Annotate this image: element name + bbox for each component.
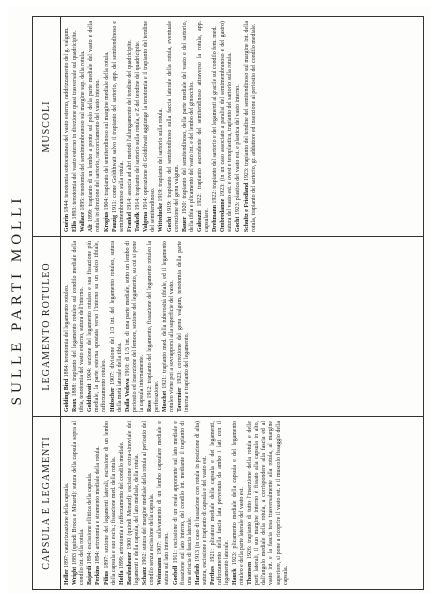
entry-text: 1907: sollevamento di un lembo capsulare mediale e sutura sul lato interno. <box>157 421 171 585</box>
entry-text: 1895: tenotomia del semimembranoso sul margine sup. della rotula. <box>80 50 87 211</box>
page-title: SULLE PARTI MOLLI <box>9 194 25 406</box>
table-entry <box>210 421 231 585</box>
entry-author: Perkins <box>95 565 102 585</box>
entry-text: 1904: trapianto del semitendinoso sul margine mediale della rotula. <box>103 51 110 211</box>
entry-text: 1923: (in un caso associato a paralisi del semimembranoso e del gastro) sutura del vasto est. e ovest e tenoplastica, trapianto del sartorio sulla rotula. <box>220 21 234 232</box>
table-entry <box>95 421 102 585</box>
entry-text: 1923: plicamento mediale della capsula e del legamento rotuleo e della parte laterale del vasto est. <box>232 421 246 585</box>
table-entry <box>247 421 289 585</box>
entry-author: Wright <box>72 566 79 585</box>
table-entry <box>104 21 111 232</box>
table-entry <box>127 21 134 232</box>
entry-author: Golding Bird <box>64 378 70 412</box>
column-muscoli <box>33 17 423 237</box>
entry-text: 1899: trapianto di un lembo a ponte sul polo della parte mediale del vasto e della rotula in direzione del sartorio, raccorciamento del vasto interno. <box>88 21 102 232</box>
entry-text: 1900 (quindi Menard): escissione extra-sinoviale dei legamenti e della capsula, del lato mediale, della rotula. <box>126 421 140 585</box>
entry-text: 1926: trapianto di tutto l'inserzione della rotula e delle parti laterali, il suo margine interno è fissato alla capsula in alto, dall'angolo mediale della rotula, a corrispondere alla fascia ed al vasto int. e la fascia tesa trasversalmente alla rotula, al margine superiore, si pone a ricoprire il vasto est. e il muscolo fissaggio della capsula. <box>247 421 289 585</box>
table-entry <box>64 241 71 412</box>
entry-author: Goldthwait <box>87 383 94 412</box>
entry-author: Hoffa <box>118 570 125 585</box>
table-entry <box>80 21 87 232</box>
table-entry <box>87 421 94 585</box>
entry-author: Krogius <box>103 211 110 232</box>
entry-author: Valgena <box>143 211 150 232</box>
table-entry <box>104 421 118 585</box>
entry-text: 1912: trapianto del legamento, fissazione del legamento rotuleo la perforazione. <box>146 241 161 412</box>
entry-text: 1919: trapianto del sartorio sulla rotula. <box>158 108 165 202</box>
column-body <box>61 237 196 416</box>
entry-text: 1844: tenotomia sottocutanea del vasto esterno, raddrizzamento del g. valgum. <box>64 27 70 213</box>
table-entry <box>142 421 156 585</box>
entry-text: 1883 (quindi Broca e Minard): sutura della capsula sopra al condilo int. della rotula. <box>72 421 86 585</box>
entry-text: 1911: come Goldthwait salvo il trapianto del sartorio, app. del semitendinoso e semimembranoso sulla rotula. <box>111 21 125 232</box>
entry-text: 1910: di 1/3 int. di una parte mediale, sotto un lembo di periostio ed inserzione del femore, sezione del legamento, su cui si pone la capsula internamente. <box>124 240 145 412</box>
table-entry <box>212 21 219 232</box>
entry-author: Ellis <box>72 220 79 232</box>
entry-text: 1894: escissione ellittica della capsula. <box>87 472 94 565</box>
column-header: LEGAMENTO ROTULEO <box>33 237 61 416</box>
entry-author: Schanz <box>142 566 149 585</box>
entry-author: Wallace <box>80 212 87 232</box>
entry-author: Pauzig <box>111 214 118 232</box>
entry-text: 1914: associa ad altri metodi l'allungamento del tendine del quadricipite. <box>126 39 133 211</box>
entry-author: Teukelk <box>135 211 142 232</box>
table-entry <box>143 21 157 232</box>
entry-author: Heller <box>64 569 70 585</box>
column-body <box>61 417 294 589</box>
entry-text: 1921: trapianto med. della tuberosità tibiale, ed il legamento rotuleo viene poi a sovrapporsi alla superficie del vasto. <box>162 241 176 412</box>
entry-author: Guérin <box>64 214 70 232</box>
table-entry <box>72 21 79 232</box>
table-entry <box>135 21 142 232</box>
column-body <box>61 17 262 236</box>
entry-text: 1922: trapianto ascendente del semitendinoso attraverso la rotula, app. capsulare. <box>196 21 210 232</box>
entry-author: Drehmann <box>212 204 219 232</box>
entry-author: Weinmann <box>157 557 164 585</box>
entry-author: Thomsen <box>247 561 254 585</box>
table-entry <box>88 21 102 232</box>
table-entry <box>119 421 126 585</box>
entry-author: Galeazzi <box>196 210 203 232</box>
entry-text: 1904: sezione del legamento rotuleo e sua fissazione più mediale, la parte esterna spostata verso l'interno su un solco tibiale, rafforzamento rotuleo. <box>87 241 108 412</box>
table-entry <box>110 241 124 412</box>
entry-text: 1897: cauterizzazione della capsula. <box>64 482 70 568</box>
entry-text: 1921: plicatura mediale della capsula e dei legamenti, rafforzamento della fascia lata pervenuta da ambo i lati con il legamento laterale. <box>209 421 231 585</box>
table-entry <box>147 241 161 412</box>
entry-text: 1893: tenotomia del vasto esterno in direzione quasi trasversale sul quadricipite. <box>72 30 79 220</box>
entry-author: Gocht <box>166 216 173 232</box>
table-entry <box>112 21 126 232</box>
table-entry <box>72 241 86 412</box>
table-entry <box>195 421 209 585</box>
entry-author: Roux <box>72 398 79 412</box>
table-entry <box>220 21 234 232</box>
entry-author: Hartleib <box>194 563 201 585</box>
table-entry <box>64 21 71 232</box>
procedures-table <box>32 16 424 590</box>
column-header: MUSCOLI <box>33 17 61 236</box>
rotated-content <box>8 6 431 594</box>
table-entry <box>182 21 196 232</box>
table-entry <box>162 241 176 412</box>
table-entry <box>72 421 86 585</box>
entry-text: 1914: trapianto del sartorio sulla rotula, e Z del tendine del quadricipite. <box>135 40 142 211</box>
entry-author: Moschet <box>162 390 169 412</box>
entry-author: Schultz e Friedland <box>243 182 250 232</box>
entry-text: 1884: tenotomia del legamento rotuleo. <box>64 284 70 378</box>
entry-author: Tavernier <box>177 387 184 412</box>
entry-text: 1923: correzione del genu valgum, tenotomia della parte interna e trapianto del legamento. <box>177 241 191 412</box>
entry-author: Perthes <box>209 566 216 585</box>
entry-text: 1913 (in caso di lussazione con rotula in posizione di alta) sutura, escissione e trapianto di capsula e del vasto est. <box>194 421 208 585</box>
entry-author: Alt <box>88 224 95 232</box>
entry-text: 1894: artrotomia e stramento mediale della rotula. <box>95 446 102 565</box>
entry-text: 1897: sezione dei legamenti laterali, escissione di un lembo della capsula e suo escis.; fissazione med. della rotula. <box>103 421 117 585</box>
entry-text: 1888: trapianto del legamento rotuleo sul condilo mediale della tibia, tenotomia del vasto esterno, sutura dell'interno. <box>72 241 86 412</box>
entry-author: Gocht <box>235 216 242 232</box>
entry-author: Ross <box>146 400 153 412</box>
entry-text: 1907: divisione del 1/3 int. del legamento rotuleo, sutura della metà laterale della tibia. <box>109 241 123 412</box>
entry-text: 1920: trapianto del semitendinoso, della parte mediale del vasto e del sartorio, della tibia e plicamento del vasto int. e del lembo del ginocchio. <box>181 21 195 232</box>
table-entry <box>173 421 194 585</box>
column-legamento <box>33 237 423 417</box>
entry-author: Dalla Vedova <box>124 378 131 412</box>
column-capsula <box>33 417 423 589</box>
entry-author: Pilius <box>103 570 110 585</box>
entry-text: 1923: trapianto del tendine del semitendinoso sul margine int. della rotula, trapianto del sartorio, gr. adduttore ed inserzione al periostio del condilo mediale. <box>243 20 257 232</box>
entry-author: Bardenheuer <box>126 551 133 585</box>
entry-author: Bauer <box>181 216 188 232</box>
entry-author: Hauck <box>232 568 239 585</box>
entry-author: Goebell <box>172 565 179 585</box>
table-entry <box>127 421 141 585</box>
table-entry <box>125 241 146 412</box>
entry-author: Hübscher <box>109 387 116 412</box>
entry-text: 1911: escissione di un ovale apponente sul lato mediale e fissazione sul lato interno, del condilo int. mediante il trapianto di una striscia di fascia laterale. <box>172 421 193 585</box>
entry-text: 1902: sutura del margine mediale della rotula al periostio del condilo senza escissione della capsula. <box>142 421 156 585</box>
table-entry <box>158 21 165 232</box>
table-entry <box>167 21 181 232</box>
table-entry <box>157 421 171 585</box>
entry-text: 1919: trapianto del semitendinoso sulla faccia laterale della rotula, eventuale correzione del genu valgum. <box>166 21 180 232</box>
table-entry <box>232 421 246 585</box>
table-entry <box>197 21 211 232</box>
entry-text: 1914: operazione di Goldthwait aggiunge la tenotomia e il trapianto del tendine del semitendinoso. <box>143 21 157 232</box>
table-entry <box>177 241 191 412</box>
table-entry <box>244 21 258 232</box>
table-entry <box>235 21 242 232</box>
table-entry <box>87 241 108 412</box>
entry-author: Witteducke <box>158 202 165 232</box>
entry-author: Ombredanne <box>220 198 227 232</box>
scanned-page <box>8 6 431 594</box>
entry-author: Frankel <box>126 212 133 232</box>
entry-text: 1899: artrotomia e rafforzamento del condilo mediale. <box>118 441 125 570</box>
entry-author: Bajardi <box>87 565 94 585</box>
table-entry <box>64 421 71 585</box>
column-header: CAPSULA E LEGAMENTI <box>33 417 61 589</box>
entry-text: 1923: plastica del vasto est. e plastica del vasto interno. <box>235 84 242 216</box>
entry-text: 1922: trapianto del sartorio e dei legamenti al gracile sul condilo fem. med. <box>212 26 219 204</box>
